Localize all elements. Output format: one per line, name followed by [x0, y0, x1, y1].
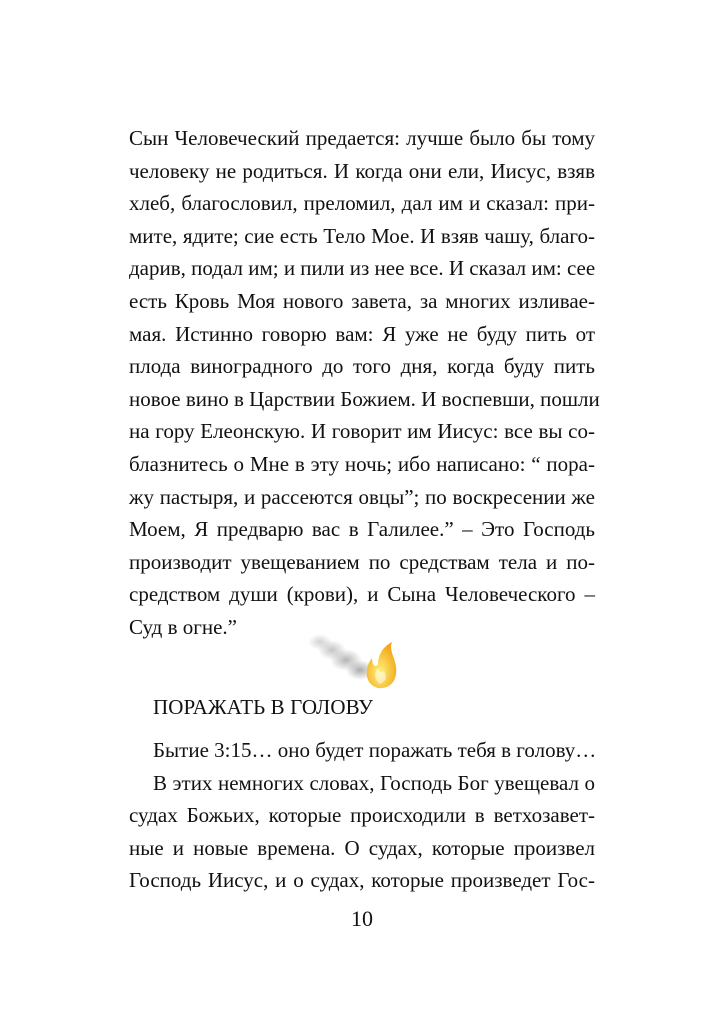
- body-text-passage: [129, 122, 600, 644]
- text-line: человеку не родиться. И когда они ели, Иисус, взяв: [129, 158, 595, 183]
- text-line: дарив, подал им; и пили из нее все. И сказал им: сее: [129, 256, 596, 281]
- text-line: Моем, Я предварю вас в Галилее.” – Это Господь: [129, 517, 595, 542]
- text-line: Бытие 3:15… оно будет поражать тебя в голову…: [153, 738, 597, 762]
- text-line: ные и новые времена. О судах, которые произвел: [129, 835, 595, 860]
- text-line: мите, ядите; сие есть Тело Мое. И взяв чашу, благо-: [129, 223, 595, 248]
- page-number: 10: [351, 906, 373, 931]
- text-line: Суд в огне.”: [129, 614, 238, 639]
- section-heading: ПОРАЖАТЬ В ГОЛОВУ: [153, 695, 374, 719]
- text-line: Сын Человеческий предается: лучше было бы тому: [129, 126, 595, 150]
- text-line: плода виноградного до того дня, когда буду пить: [129, 354, 595, 379]
- text-line: хлеб, благословил, преломил, дал им и сказал: при-: [129, 191, 595, 216]
- body-text-passage: [129, 734, 595, 897]
- text-line: Господь Иисус, и о судах, которые произведет Гос-: [129, 868, 595, 893]
- text-line: мая. Истинно говорю вам: Я уже не буду пить от: [129, 321, 595, 346]
- text-line: блазнитесь о Мне в эту ночь; ибо написано: “ пора-: [129, 451, 595, 476]
- text-line: В этих немногих словах, Господь Бог увещевал о: [153, 770, 595, 795]
- text-line: есть Кровь Моя нового завета, за многих изливае-: [129, 288, 595, 313]
- text-line: на гору Елеонскую. И говорит им Иисус: все вы со-: [129, 419, 595, 444]
- text-line: жу пастыря, и рассеются овцы”; по воскресении же: [129, 484, 595, 509]
- text-line: средством души (крови), и Сына Человеческого –: [129, 582, 595, 607]
- flame-with-smoke-icon: [306, 628, 402, 692]
- text-line: новое вино в Царствии Божием. И воспевши, пошли: [129, 386, 600, 411]
- text-line: судах Божьих, которые происходили в ветхозавет-: [129, 803, 595, 828]
- text-line: производит увещеванием по средствам тела и по-: [129, 549, 595, 574]
